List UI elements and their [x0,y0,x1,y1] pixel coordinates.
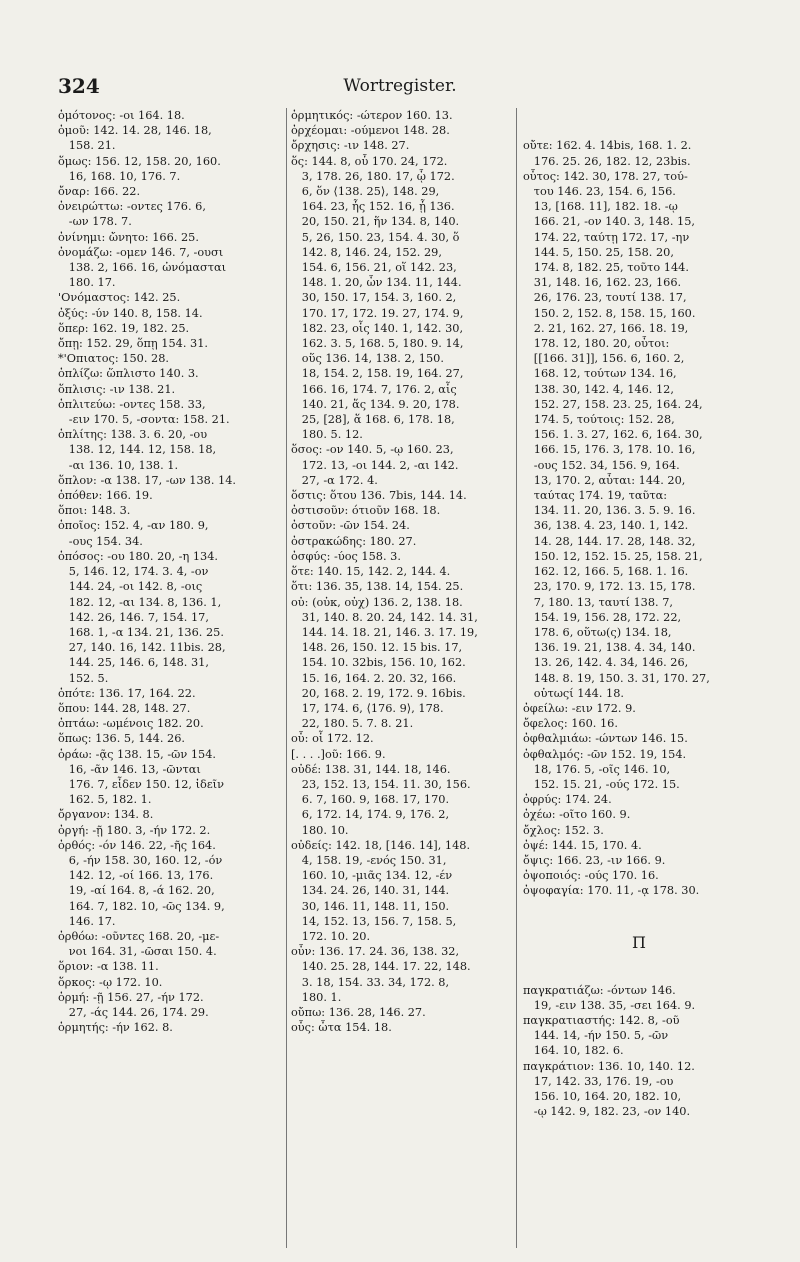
page-header [58,74,742,100]
index-column-3 [516,108,755,1248]
index-column-3-entries-o: οὔτε: 162. 4. 14bis, 168. 1. 2. 176. 25. 26, 182. 12, 23bis. οὗτος: 142. 30, 178. 27, τού- του 146. 23, 154. 6, 156. 13, [168. 11], 182. 18. -ῳ 166. 21, -ον 140. 3, 148. 15, 174. 22, ταύτῃ 172. 17, -ην 144. 5, 150. 25, 158. 20, 174. 8, 182. 25, τοῦτο 144. 31, 148. 16, 162. 23, 166. 26, 176. 23, τουτί 138. 17, 150. 2, 152. 8, 158. 15, 160. 2. 21, 162. 27, 166. 18. 19, 178. 12, 180. 20, οὗτοι: [[166. 31]], 156. 6, 160. 2, 168. 12, τούτων 134. 16, 138. 30, 142. 4, 146. 12, 152. 27, 158. 23. 25, 164. 24, 174. 5, τούτοις: 152. 28, 156. 1. 3. 27, 162. 6, 164. 30, 166. 15, 176. 3, 178. 10. 16, -ους 152. 34, 156. 9, 164. 13, 170. 2, αὗται: 144. 20, ταύτας 174. 19, ταῦτα: 134. 11. 20, 136. 3. 5. 9. 16. 36, 138. 4. 23, 140. 1, 142. 14. 28, 144. 17. 28, 148. 32, 150. 12, 152. 15. 25, 158. 21, 162. 12, 166. 5, 168. 1. 16. 23, 170. 9, 172. 13. 15, 178. 7, 180. 13, ταυτί 138. 7, 154. 19, 156. 28, 172. 22, 178. 6, οὕτω(ς) 134. 18, 136. 19. 21, 138. 4. 34, 140. 13. 26, 142. 4. 34, 146. 26, 148. 8. 19, 150. 3. 31, 170. 27, οὑτωςί 144. 18. ὀφείλω: -ειν 172. 9. ὄφελος: 160. 16. ὀφθαλμιάω: -ώντων 146. 15. ὀφθαλμός: -ῶν 152. 19, 154. 18, 176. 5, -οῖς 146. 10, 152. 15. 21, -ούς 172. 15. ὀφρύς: 174. 24. ὀχέω: -οῖτο 160. 9. ὄχλος: 152. 3. ὀψέ: 144. 15, 170. 4. ὄψις: 166. 23, -ιν 166. 9. ὀψοποιός: -ούς 170. 16. ὀψοφαγία: 170. 11, -ᾳ 178. 30. [523,139,710,898]
index-column-3-entries-pi: παγκρατιάζω: -όντων 146. 19, -ειν 138. 35, -σει 164. 9. παγκρατιαστής: 142. 8, -οῦ 144. 14, -ήν 150. 5, -ῶν 164. 10, 182. 6. παγκράτιον: 136. 10, 140. 12. 17, 142. 33, 176. 19, -ου 156. 10, 164. 20, 182. 10, -ῳ 142. 9, 182. 23, -ον 140. [523,983,696,1119]
running-head: Wortregister. [343,76,457,96]
index-column-2: ὁρμητικός: -ώτερον 160. 13. ὀρχέομαι: -ούμενοι 148. 28. ὄρχησις: -ιν 148. 27. ὅς: 144. 8, οὗ 170. 24, 172. 3, 178. 26, 180. 17, ᾧ 172. 6, ὅν ⟨138. 25⟩, 148. 29, 164. 23, ἧς 152. 16, ᾗ 136. 20, 150. 21, ἥν 134. 8, 140. 5, 26, 150. 23, 154. 4. 30, ὅ 142. 8, 146. 24, 152. 29, 154. 6, 156. 21, οἵ 142. 23, 148. 1. 20, ὧν 134. 11, 144. 30, 150. 17, 154. 3, 160. 2, 170. 17, 172. 19. 27, 174. 9, 182. 23, οἷς 140. 1, 142. 30, 162. 3. 5, 168. 5, 180. 9. 14, οὕς 136. 14, 138. 2, 150. 18, 154. 2, 158. 19, 164. 27, 166. 16, 174. 7, 176. 2, αἷς 140. 21, ἅς 134. 9. 20, 178. 25, [28], ἅ 168. 6, 178. 18, 180. 5. 12. ὅσος: -ον 140. 5, -ῳ 160. 23, 172. 13, -οι 144. 2, -αι 142. 27, -α 172. 4. ὅστις: ὅτου 136. 7bis, 144. 14. ὀστισοῦν: ότιοῦν 168. 18. ὀστοῦν: -ῶν 154. 24. ὀστρακώδης: 180. 27. ὀσφύς: -ύος 158. 3. ὅτε: 140. 15, 142. 2, 144. 4. ὅτι: 136. 35, 138. 14, 154. 25. οὐ: (οὐκ, οὐχ) 136. 2, 138. 18. 31, 140. 8. 20. 24, 142. 14. 31, 144. 14. 18. 21, 146. 3. 17. 19, 148. 26, 150. 12. 15 bis. 17, 154. 10. 32bis, 156. 10, 162. 15. 16, 164. 2. 20. 32, 166. 20, 168. 2. 19, 172. 9. 16bis. 17, 174. 6, ⟨176. 9⟩, 178. 22, 180. 5. 7. 8. 21. οὗ: οἷ 172. 12. [. . . .]οῦ: 166. 9. οὐδέ: 138. 31, 144. 18, 146. 23, 152. 13, 154. 11. 30, 156. 6. 7, 160. 9, 168. 17, 170. 6, 172. 14, 174. 9, 176. 2, 180. 10. οὐδείς: 142. 18, [146. 14], 148. 4, 158. 19, -ενός 150. 31, 160. 10, -μιᾶς 134. 12, -έν 134. 24. 26, 140. 31, 144. 30, 146. 11, 148. 11, 150. 14, 152. 13, 156. 7, 158. 5, 172. 10. 20. οὖν: 136. 17. 24. 36, 138. 32, 140. 25. 28, 144. 17. 22, 148. 3. 18, 154. 33. 34, 172. 8, 180. 1. οὔπω: 136. 28, 146. 27. οὗς: ὦτα 154. 18. [286,108,511,1248]
section-letter-pi: Π [632,932,646,952]
index-column-1: ὁμότονος: -οι 164. 18. ὁμοῦ: 142. 14. 28, 146. 18, 158. 21. ὅμως: 156. 12, 158. 20, 160. 16, 168. 10, 176. 7. ὄναρ: 166. 22. ὀνειρώττω: -οντες 176. 6, -ων 178. 7. ὀνίνημι: ὤνητο: 166. 25. ὀνομάζω: -ομεν 146. 7, -ουσι 138. 2, 166. 16, ὠνόμασται 180. 17. 'Ονόμαστος: 142. 25. ὀξύς: -ύν 140. 8, 158. 14. ὅπερ: 162. 19, 182. 25. ὄπῃ: 152. 29, ὅπῃ 154. 31. *'Οπιατος: 150. 28. ὁπλίζω: ὥπλιστο 140. 3. ὅπλισις: -ιν 138. 21. ὁπλιτεύω: -οντες 158. 33, -ειν 170. 5, -σοντα: 158. 21. ὁπλίτης: 138. 3. 6. 20, -ου 138. 12, 144. 12, 158. 18, -αι 136. 10, 138. 1. ὅπλον: -α 138. 17, -ων 138. 14. ὁπόθεν: 166. 19. ὅποι: 148. 3. ὁποῖος: 152. 4, -αν 180. 9, -ους 154. 34. ὁπόσος: -ου 180. 20, -η 134. 5, 146. 12, 174. 3. 4, -ον 144. 24, -οι 142. 8, -οις 182. 12, -αι 134. 8, 136. 1, 142. 26, 146. 7, 154. 17, 168. 1, -α 134. 21, 136. 25. 27, 140. 16, 142. 11bis. 28, 144. 25, 146. 6, 148. 31, 152. 5. ὁπότε: 136. 17, 164. 22. ὅπου: 144. 28, 148. 27. ὀπτάω: -ωμένοις 182. 20. ὅπως: 136. 5, 144. 26. ὁράω: -ᾷς 138. 15, -ῶν 154. 16, -ᾶν 146. 13, -ῶνται 176. 7, εἶδεν 150. 12, ἰδεῖν 162. 5, 182. 1. ὄργανον: 134. 8. ὀργή: -ῇ 180. 3, -ήν 172. 2. ὀρθός: -όν 146. 22, -ῆς 164. 6, -ήν 158. 30, 160. 12, -όν 142. 12, -οί 166. 13, 176. 19, -αί 164. 8, -ά 162. 20, 164. 7, 182. 10, -ῶς 134. 9, 146. 17. ὀρθόω: -οῦντες 168. 20, -με- νοι 164. 31, -ῶσαι 150. 4. ὅριον: -α 138. 11. ὅρκος: -ῳ 172. 10. ὁρμή: -ῇ 156. 27, -ήν 172. 27, -άς 144. 26, 174. 29. ὁρμητής: -ήν 162. 8. [58,109,236,1035]
index-columns [58,108,752,1248]
page-number: 324 [58,74,100,98]
